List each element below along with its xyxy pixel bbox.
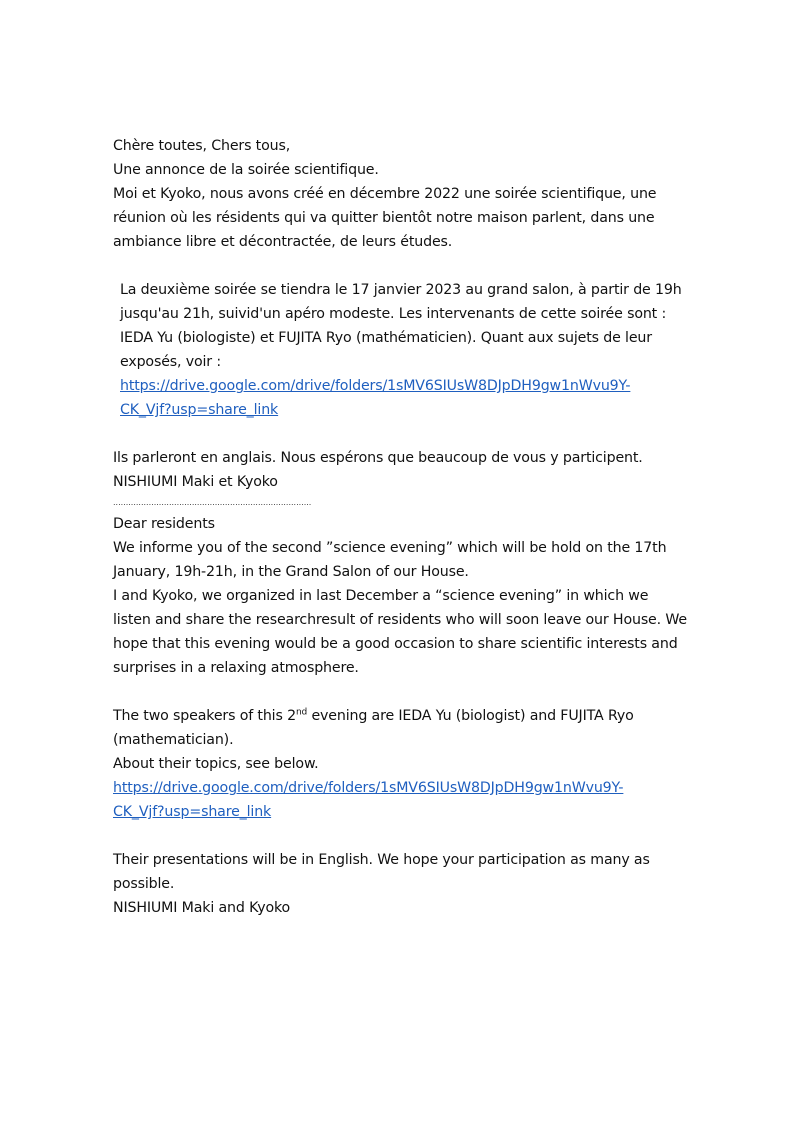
spacer bbox=[113, 680, 683, 704]
fr-drive-link-line1[interactable]: https://drive.google.com/drive/folders/1sMV6SIUsW8DJpDH9gw1nWvu9Y- bbox=[120, 378, 631, 394]
en-greeting: Dear residents bbox=[113, 516, 215, 532]
en-info-line: hope that this evening would be a good occasion to share scientific interests and bbox=[113, 636, 678, 652]
separator: .............................................................................. bbox=[113, 498, 312, 507]
en-drive-link[interactable] bbox=[113, 776, 683, 800]
en-info-line: January, 19h-21h, in the Grand Salon of our House. bbox=[113, 564, 469, 580]
fr-drive-link-cont[interactable] bbox=[113, 398, 683, 422]
en-signature: NISHIUMI Maki and Kyoko bbox=[113, 900, 291, 916]
en-closing-line: Their presentations will be in English. We hope your participation as many as bbox=[113, 852, 650, 868]
spacer bbox=[113, 422, 683, 446]
fr-greeting: Chère toutes, Chers tous, bbox=[113, 138, 291, 154]
en-drive-link-cont[interactable] bbox=[113, 800, 683, 824]
en-speakers-before: The two speakers of this 2 bbox=[113, 708, 296, 724]
fr-details-line: IEDA Yu (biologiste) et FUJITA Ryo (mathématicien). Quant aux sujets de leur bbox=[120, 330, 652, 346]
en-info-line: I and Kyoko, we organized in last December a “science evening” in which we bbox=[113, 588, 649, 604]
en-speakers-after: evening are IEDA Yu (biologist) and FUJITA Ryo bbox=[307, 708, 634, 724]
en-speakers-line2: (mathematician). bbox=[113, 732, 234, 748]
fr-intro-line: réunion où les résidents qui va quitter bientôt notre maison parlent, dans une bbox=[113, 210, 655, 226]
en-topics: About their topics, see below. bbox=[113, 756, 319, 772]
en-closing-line: possible. bbox=[113, 876, 175, 892]
en-speakers-line bbox=[113, 704, 683, 728]
en-speakers-ordinal: nd bbox=[295, 707, 308, 718]
fr-signature: NISHIUMI Maki et Kyoko bbox=[113, 474, 278, 490]
fr-drive-link-line2[interactable]: CK_Vjf?usp=share_link bbox=[120, 402, 279, 418]
en-info-line: We informe you of the second ”science evening” which will be hold on the 17th bbox=[113, 540, 667, 556]
en-drive-link-line2[interactable]: CK_Vjf?usp=share_link bbox=[113, 804, 272, 820]
fr-intro-line: Moi et Kyoko, nous avons créé en décembre 2022 une soirée scientifique, une bbox=[113, 186, 657, 202]
fr-details-line: jusqu'au 21h, suivid'un apéro modeste. Les intervenants de cette soirée sont : bbox=[120, 306, 667, 322]
fr-details-line: La deuxième soirée se tiendra le 17 janvier 2023 au grand salon, à partir de 19h bbox=[120, 282, 682, 298]
fr-announcement: Une annonce de la soirée scientifique. bbox=[113, 162, 379, 178]
fr-closing: Ils parleront en anglais. Nous espérons que beaucoup de vous y participent. bbox=[113, 450, 643, 466]
en-drive-link-line1[interactable]: https://drive.google.com/drive/folders/1sMV6SIUsW8DJpDH9gw1nWvu9Y- bbox=[113, 780, 624, 796]
en-info-line: listen and share the researchresult of residents who will soon leave our House. We bbox=[113, 612, 687, 628]
spacer bbox=[113, 254, 683, 278]
en-info-line: surprises in a relaxing atmosphere. bbox=[113, 660, 359, 676]
fr-details-line: exposés, voir : bbox=[120, 354, 221, 370]
fr-drive-link[interactable] bbox=[113, 374, 683, 398]
fr-intro-line: ambiance libre et décontractée, de leurs études. bbox=[113, 234, 453, 250]
spacer bbox=[113, 824, 683, 848]
document-body bbox=[113, 134, 687, 920]
